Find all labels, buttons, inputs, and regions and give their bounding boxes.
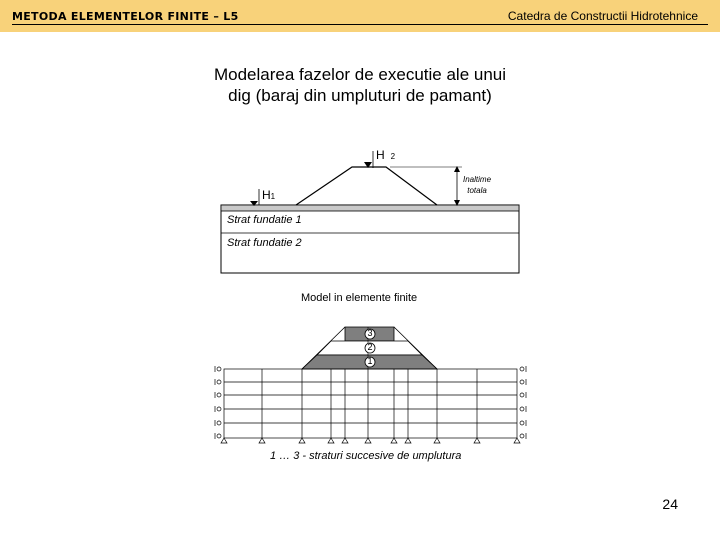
total-height-label: Inaltime totala	[463, 175, 492, 195]
layer-1-number: 1	[367, 356, 373, 366]
foundation-layer-2-label: Strat fundatie 2	[227, 237, 302, 249]
left-supports	[215, 366, 221, 439]
right-supports	[520, 366, 526, 439]
slide-title-line-2: dig (baraj din umpluturi de pamant)	[228, 86, 492, 105]
layer-2-number: 2	[367, 342, 373, 352]
foundation-layer-1-label: Strat fundatie 1	[227, 214, 302, 226]
department-title: Catedra de Constructii Hidrotehnice	[507, 9, 698, 23]
fe-model-caption: Model in elemente finite	[301, 292, 418, 304]
foundation-mesh	[224, 369, 517, 438]
layer-3-number: 3	[367, 328, 373, 338]
course-title: METODA ELEMENTELOR FINITE – L5	[12, 10, 239, 23]
page-number: 24	[662, 496, 678, 512]
slide-title-line-1: Modelarea fazelor de executie ale unui	[213, 65, 507, 84]
fe-layers-caption: 1 … 3 - straturi succesive de umplutura	[270, 450, 462, 462]
bottom-supports	[221, 438, 520, 443]
h2-label: H 2	[376, 148, 396, 162]
h1-label: H1	[262, 188, 276, 202]
mesh-boundary	[224, 369, 517, 438]
